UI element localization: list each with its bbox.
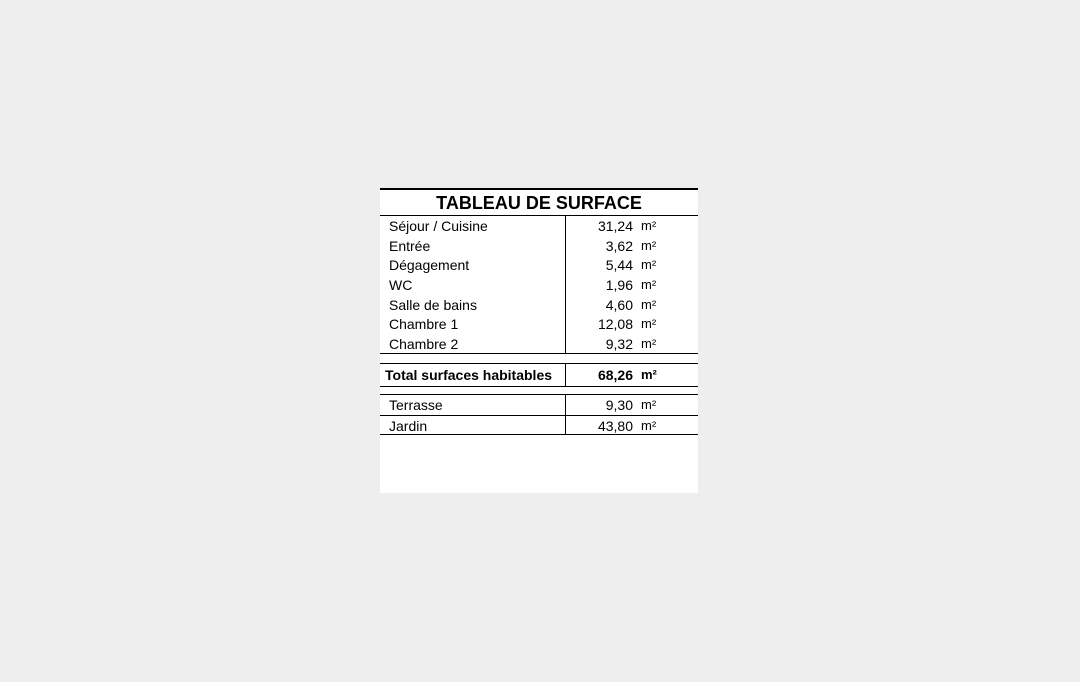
room-label: Entrée (389, 237, 431, 254)
room-value: 1,96 (605, 277, 633, 294)
room-value: 9,32 (605, 336, 633, 353)
room-row (380, 275, 698, 295)
room-value: 31,24 (597, 218, 633, 234)
total-value: 68,26 (597, 367, 633, 383)
total-row (380, 364, 698, 386)
room-unit: m² (641, 257, 657, 273)
room-label: Chambre 1 (389, 316, 459, 333)
total-label: Total surfaces habitables (385, 367, 553, 383)
room-label: Chambre 2 (389, 336, 459, 353)
room-label: Séjour / Cuisine (389, 218, 488, 234)
outdoor-label: Jardin (389, 417, 428, 434)
room-value: 5,44 (605, 257, 633, 274)
outdoor-row (380, 395, 698, 416)
total-section (380, 363, 698, 387)
table-title: TABLEAU DE SURFACE (380, 188, 698, 216)
room-value: 3,62 (605, 237, 633, 254)
outdoor-row (380, 416, 698, 436)
outdoor-section (380, 394, 698, 435)
room-row (380, 334, 698, 354)
room-unit: m² (641, 218, 657, 233)
rooms-section (380, 216, 698, 354)
outdoor-unit: m² (641, 417, 657, 433)
total-unit: m² (641, 367, 657, 382)
room-label: WC (389, 277, 413, 294)
surface-table-sheet (380, 188, 698, 493)
room-row (380, 216, 698, 236)
room-unit: m² (641, 237, 657, 253)
room-label: Salle de bains (389, 296, 477, 313)
room-unit: m² (641, 336, 657, 352)
room-row (380, 295, 698, 315)
room-value: 12,08 (597, 316, 633, 333)
room-row (380, 255, 698, 275)
room-row (380, 236, 698, 256)
room-value: 4,60 (605, 296, 633, 313)
room-unit: m² (641, 277, 657, 293)
room-row (380, 314, 698, 334)
outdoor-unit: m² (641, 397, 657, 412)
room-unit: m² (641, 316, 657, 332)
room-unit: m² (641, 296, 657, 312)
outdoor-value: 43,80 (597, 417, 633, 434)
outdoor-label: Terrasse (389, 397, 443, 413)
outdoor-value: 9,30 (605, 397, 633, 413)
room-label: Dégagement (389, 257, 470, 274)
